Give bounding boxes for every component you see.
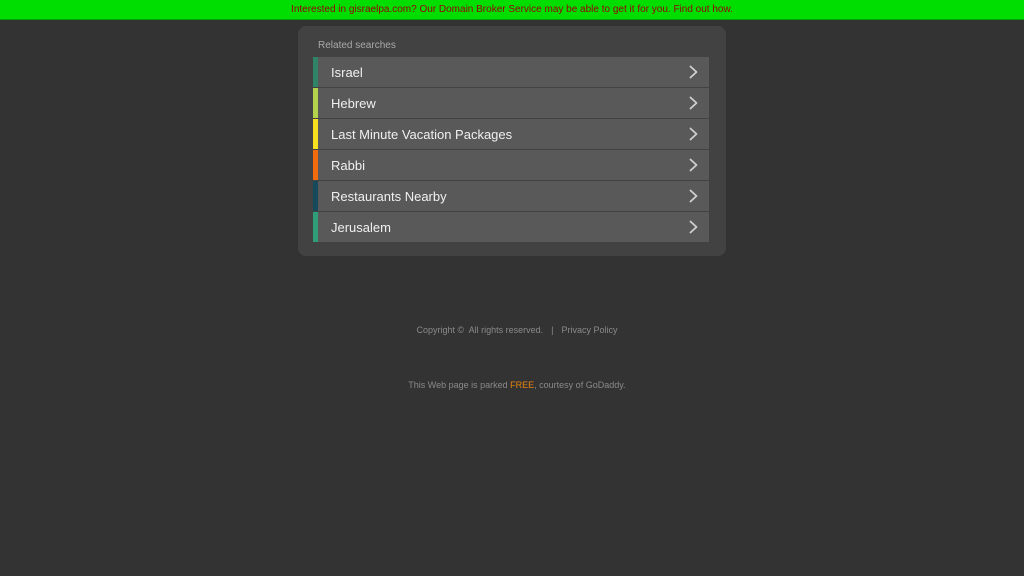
parked-notice: [0, 370, 1024, 400]
accent-bar: [313, 57, 318, 87]
chevron-right-icon: [689, 158, 698, 172]
related-search-label: Israel: [331, 64, 363, 80]
related-search-label: Jerusalem: [331, 219, 391, 235]
parked-notice-suffix: , courtesy of GoDaddy.: [534, 380, 626, 390]
domain-broker-banner: [0, 0, 1024, 20]
accent-bar: [313, 88, 318, 118]
related-searches-list: [313, 57, 709, 243]
related-search-label: Last Minute Vacation Packages: [331, 126, 513, 142]
copyright-text: Copyright © All rights reserved.: [416, 325, 544, 335]
related-search-item[interactable]: [313, 181, 709, 212]
accent-bar: [313, 181, 318, 211]
related-search-item[interactable]: [313, 150, 709, 181]
related-search-label: Restaurants Nearby: [331, 188, 447, 204]
page-footer: [0, 295, 1024, 410]
parked-free-text: FREE: [510, 380, 535, 390]
parked-notice-prefix: This Web page is parked: [408, 380, 511, 390]
chevron-right-icon: [689, 127, 698, 141]
related-search-item[interactable]: [313, 212, 709, 243]
chevron-right-icon: [689, 96, 698, 110]
accent-bar: [313, 119, 318, 149]
accent-bar: [313, 150, 318, 180]
related-search-item[interactable]: [313, 57, 709, 88]
privacy-policy-link[interactable]: Privacy Policy: [561, 325, 618, 335]
related-search-item[interactable]: [313, 119, 709, 150]
find-out-how-link[interactable]: Find out how.: [673, 4, 733, 15]
accent-bar: [313, 212, 318, 242]
related-searches-card: [298, 26, 726, 256]
chevron-right-icon: [689, 65, 698, 79]
chevron-right-icon: [689, 220, 698, 234]
related-search-label: Hebrew: [331, 95, 376, 111]
footer-separator: |: [551, 325, 554, 335]
banner-message: Interested in gisraelpa.com? Our Domain Broker Service may be able to get it for you.: [291, 4, 674, 15]
related-search-label: Rabbi: [331, 157, 365, 173]
copyright-line: [0, 315, 1024, 345]
related-searches-title: Related searches: [318, 40, 396, 51]
related-search-item[interactable]: [313, 88, 709, 119]
chevron-right-icon: [689, 189, 698, 203]
